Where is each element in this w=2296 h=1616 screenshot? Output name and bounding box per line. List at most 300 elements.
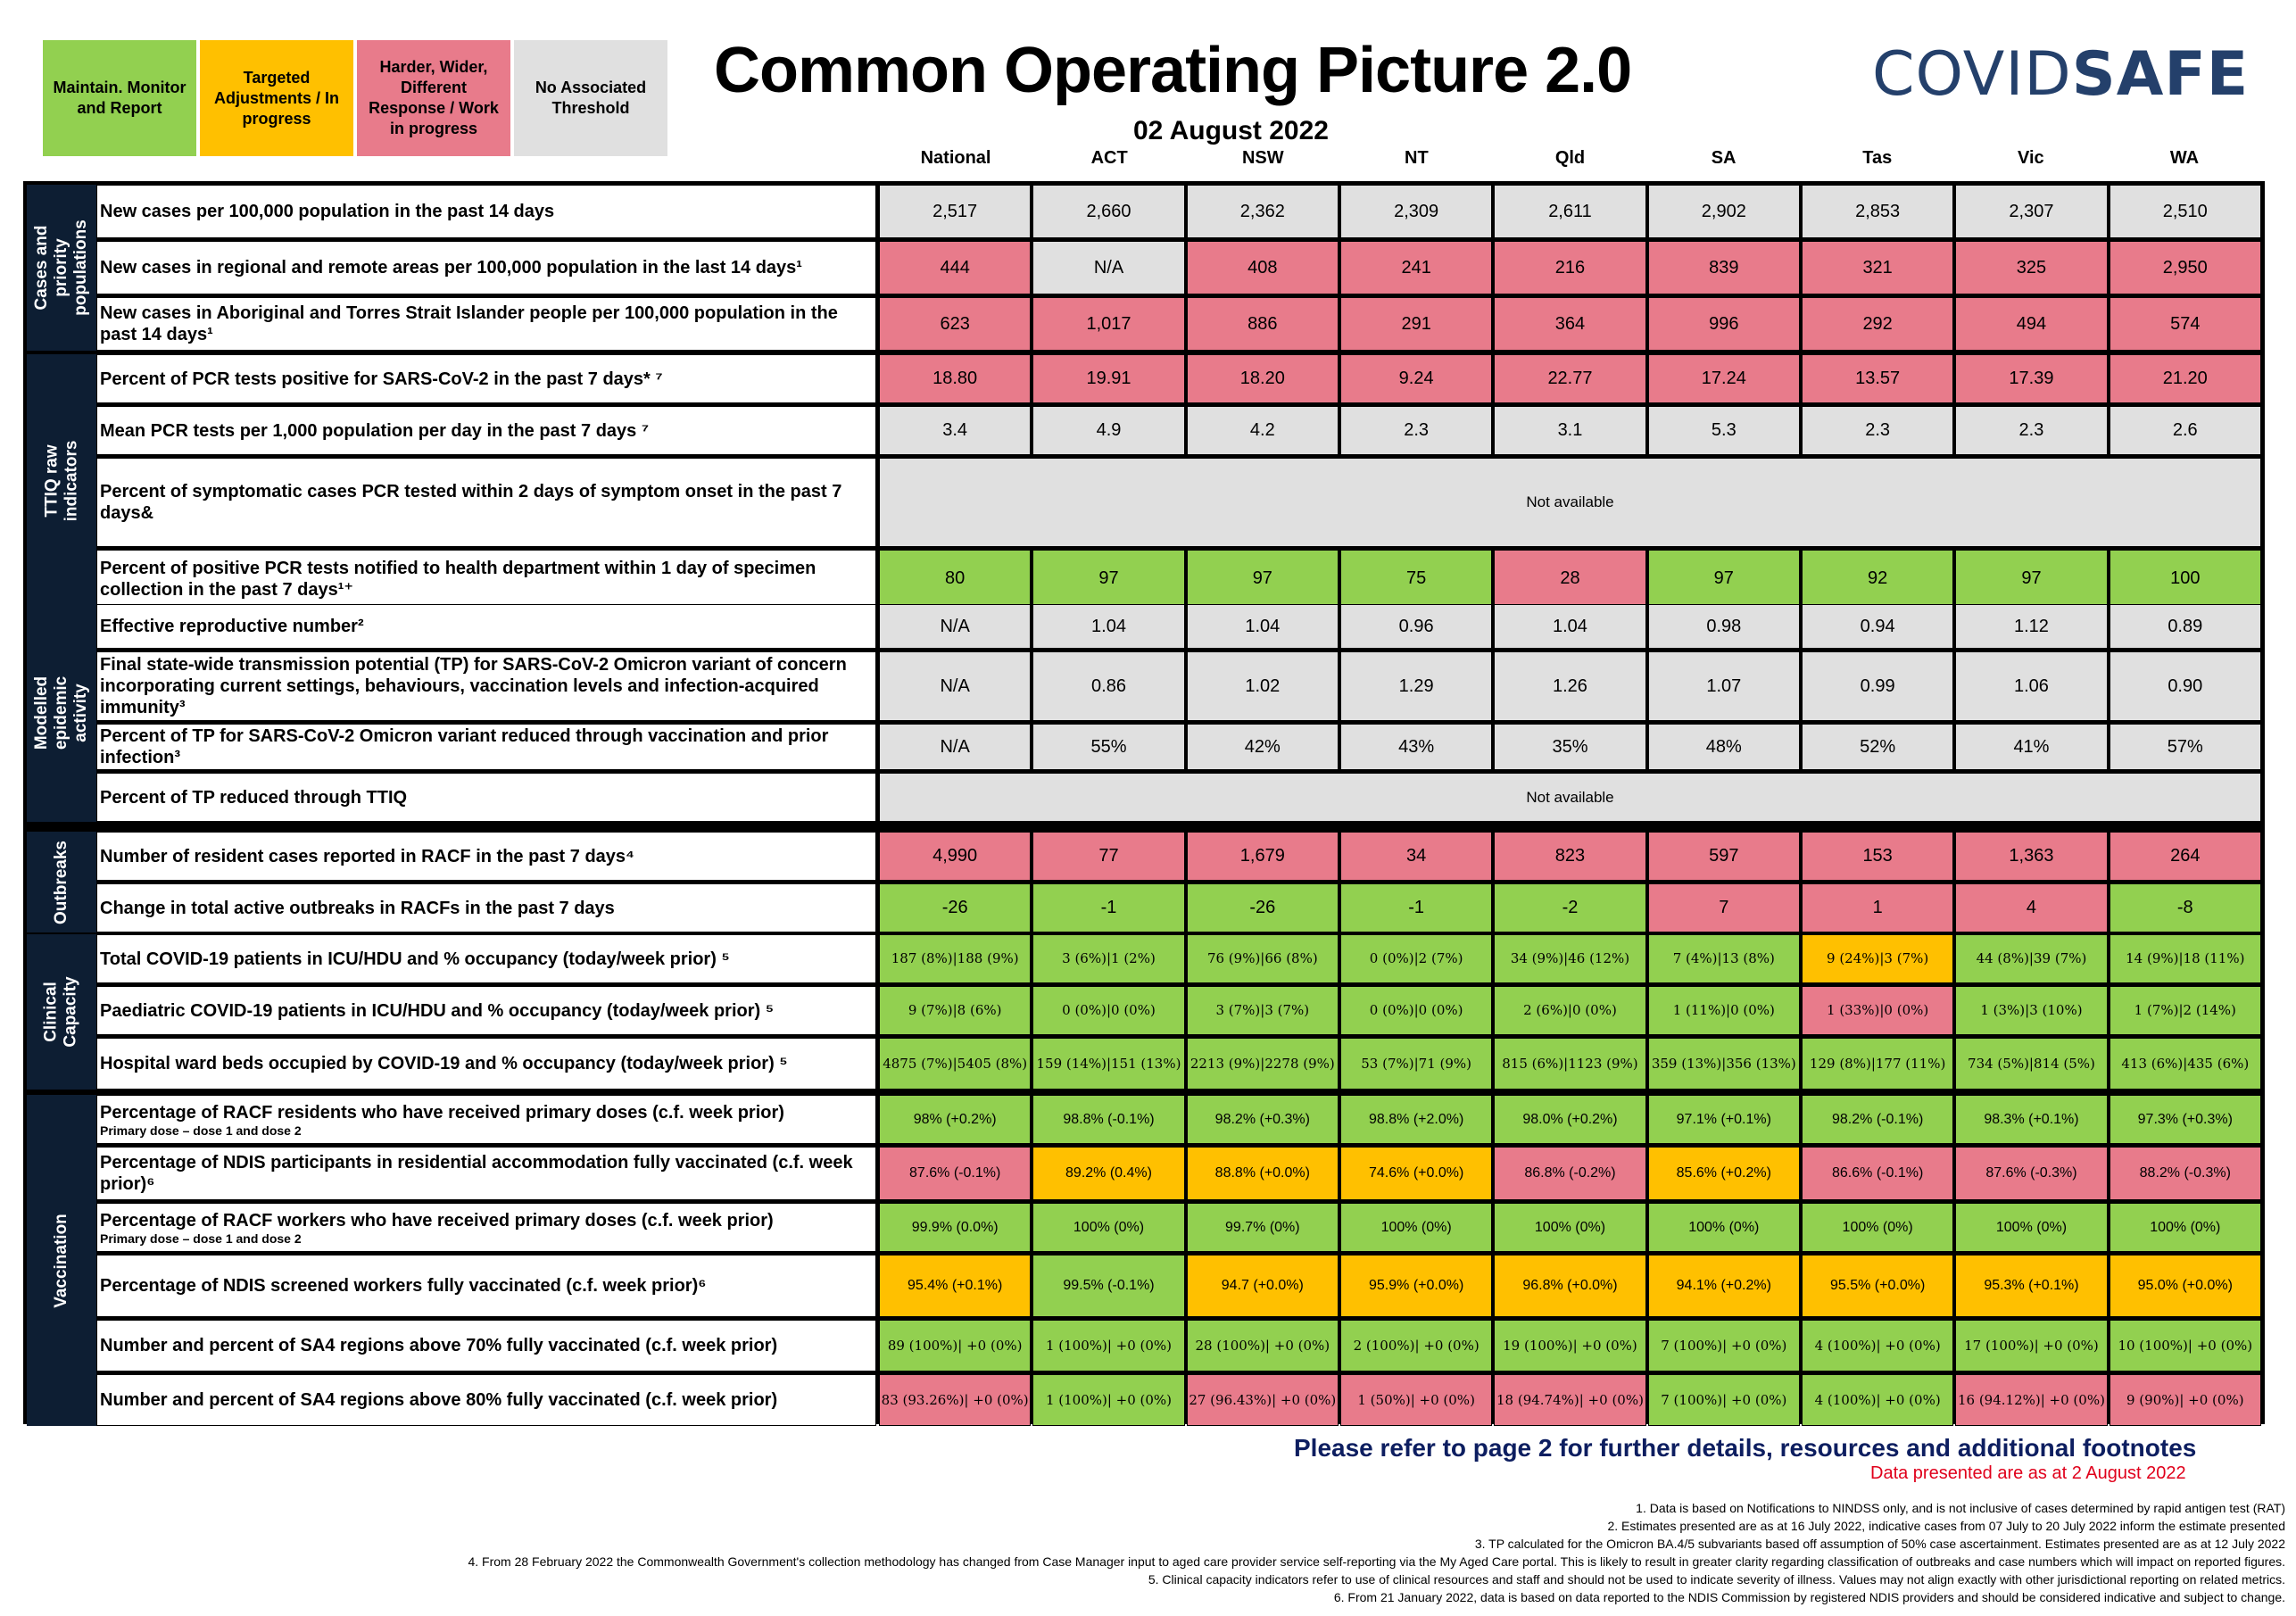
cell-sa: 7 (100%)| +0 (0%) [1648, 1320, 1800, 1372]
cell-nt: 0 (0%)|2 (7%) [1340, 934, 1492, 983]
table-row [96, 241, 2261, 294]
cell-nt: 1 (50%)| +0 (0%) [1340, 1374, 1492, 1426]
cell-nsw: 3 (7%)|3 (7%) [1187, 986, 1339, 1035]
cell-vic: 95.3% (+0.1%) [1955, 1255, 2107, 1317]
cell-national: 95.4% (+0.1%) [879, 1255, 1031, 1317]
cell-sa: 597 [1648, 832, 1800, 881]
row-label [96, 651, 876, 721]
not-available-cell: Not available [879, 773, 2261, 822]
cell-vic: 1.12 [1955, 604, 2107, 649]
row-label-text: Percentage of NDIS screened workers fully vaccinated (c.f. week prior)⁶ [100, 1276, 707, 1296]
logo-part1: COVID [1872, 39, 2072, 110]
cell-sa: 7 (100%)| +0 (0%) [1648, 1374, 1800, 1426]
cell-vic: 1.06 [1955, 651, 2107, 721]
row-label-text: Total COVID-19 patients in ICU/HDU and % occupancy (today/week prior) ⁵ [100, 949, 730, 969]
cell-nt: 2.3 [1340, 406, 1492, 455]
cell-act: 99.5% (-0.1%) [1032, 1255, 1184, 1317]
legend-no-threshold: No Associated Threshold [514, 40, 667, 156]
table-row [96, 406, 2261, 455]
row-cells [879, 406, 2261, 455]
column-header-national: National [920, 148, 991, 168]
cell-national: 623 [879, 297, 1031, 351]
cell-act: 55% [1032, 724, 1184, 770]
cell-qld: 364 [1494, 297, 1645, 351]
row-label [96, 832, 876, 881]
cell-nt: 2 (100%)| +0 (0%) [1340, 1320, 1492, 1372]
cell-tas: 321 [1802, 241, 1953, 294]
table-row [96, 773, 2261, 822]
section-0 [23, 185, 2265, 351]
section-label-text: Vaccination [52, 1213, 71, 1308]
section-5 [23, 1095, 2265, 1426]
cell-act: 1,017 [1032, 297, 1184, 351]
row-label-text: Number and percent of SA4 regions above 80% fully vaccinated (c.f. week prior) [100, 1390, 778, 1410]
cell-qld: 35% [1494, 724, 1645, 770]
cell-act: 4.9 [1032, 406, 1184, 455]
row-label-text: Number of resident cases reported in RACF in the past 7 days⁴ [100, 846, 634, 866]
cell-national: 2,517 [879, 185, 1031, 238]
cell-qld: -2 [1494, 883, 1645, 932]
footnote: 6. From 21 January 2022, data is based on data reported to the NDIS Commission by registered NDIS providers and should be considered indicative and subject to change. [1333, 1590, 2285, 1604]
footnote: 4. From 28 February 2022 the Commonwealth Government's collection methodology has changed from Case Manager input to aged care provider service self-reporting via the My Aged Care portal. This is likely to result in greater clarity regarding classification of outbreaks and case numbers which will impact on reported figures. [468, 1554, 2285, 1569]
cell-wa: 10 (100%)| +0 (0%) [2110, 1320, 2261, 1372]
row-label [96, 1095, 876, 1144]
section-label [27, 832, 96, 932]
row-label-text: Percent of positive PCR tests notified to health department within 1 day of specimen collection in the past 7 days¹⁺ [100, 558, 816, 600]
row-label-text: Percent of symptomatic cases PCR tested within 2 days of symptom onset in the past 7 days& [100, 482, 842, 523]
table-row [96, 458, 2261, 547]
cell-vic: 2,307 [1955, 185, 2107, 238]
cell-nsw: 27 (96.43%)| +0 (0%) [1187, 1374, 1339, 1426]
row-label-text: Percentage of RACF workers who have received primary doses (c.f. week prior) [100, 1210, 774, 1231]
row-label [96, 1374, 876, 1426]
cell-wa: 57% [2110, 724, 2261, 770]
table-row [96, 297, 2261, 351]
row-label [96, 724, 876, 770]
row-cells [879, 1147, 2261, 1200]
cell-qld: 216 [1494, 241, 1645, 294]
cell-vic: 41% [1955, 724, 2107, 770]
table-row [96, 1203, 2261, 1252]
row-label [96, 986, 876, 1035]
cell-tas: 2,853 [1802, 185, 1953, 238]
table-row [96, 883, 2261, 932]
cell-act: 1 (100%)| +0 (0%) [1032, 1320, 1184, 1372]
cell-act: 159 (14%)|151 (13%) [1032, 1038, 1184, 1090]
row-label [96, 297, 876, 351]
cell-sa: 839 [1648, 241, 1800, 294]
cell-vic: 97 [1955, 550, 2107, 608]
section-label [27, 604, 96, 822]
cell-nt: 1.29 [1340, 651, 1492, 721]
cell-national: 87.6% (-0.1%) [879, 1147, 1031, 1200]
section-3 [23, 832, 2265, 932]
table-row [96, 1038, 2261, 1090]
section-label-text: Outbreaks [52, 840, 71, 924]
table-row [96, 832, 2261, 881]
cell-nsw: 2,362 [1187, 185, 1339, 238]
row-cells [879, 1095, 2261, 1144]
footnote: 3. TP calculated for the Omicron BA.4/5 subvariants based off assumption of 50% case ascertainment. Estimates presented are as at 12 July 2022 [1474, 1537, 2285, 1551]
cell-sa: 7 [1648, 883, 1800, 932]
cell-national: 444 [879, 241, 1031, 294]
cell-vic: 2.3 [1955, 406, 2107, 455]
cell-nsw: 2213 (9%)|2278 (9%) [1187, 1038, 1339, 1090]
row-cells [879, 550, 2261, 608]
cell-act: 0 (0%)|0 (0%) [1032, 986, 1184, 1035]
cell-nsw: 76 (9%)|66 (8%) [1187, 934, 1339, 983]
table-row [96, 724, 2261, 770]
cell-wa: 264 [2110, 832, 2261, 881]
row-label [96, 934, 876, 983]
cell-qld: 22.77 [1494, 354, 1645, 403]
row-cells [879, 604, 2261, 649]
cell-tas: 4 (100%)| +0 (0%) [1802, 1374, 1953, 1426]
row-label [96, 1320, 876, 1372]
footnote: 2. Estimates presented are as at 16 July 2022, indicative cases from 07 July to 20 July 2022 inform the estimate presented [1607, 1519, 2285, 1533]
row-cells [879, 354, 2261, 403]
row-label [96, 1203, 876, 1252]
table-row [96, 1095, 2261, 1144]
cell-wa: 95.0% (+0.0%) [2110, 1255, 2261, 1317]
cell-vic: 1 (3%)|3 (10%) [1955, 986, 2107, 1035]
cell-tas: 2.3 [1802, 406, 1953, 455]
section-2 [23, 604, 2265, 822]
cell-national: 3.4 [879, 406, 1031, 455]
cell-nsw: 886 [1187, 297, 1339, 351]
cell-sa: 0.98 [1648, 604, 1800, 649]
cell-nt: 0 (0%)|0 (0%) [1340, 986, 1492, 1035]
row-label-text: Percent of TP for SARS-CoV-2 Omicron variant reduced through vaccination and prior infection³ [100, 726, 829, 767]
cell-nt: -1 [1340, 883, 1492, 932]
cell-act: 1 (100%)| +0 (0%) [1032, 1374, 1184, 1426]
cell-qld: 2 (6%)|0 (0%) [1494, 986, 1645, 1035]
cell-national: N/A [879, 604, 1031, 649]
cell-sa: 5.3 [1648, 406, 1800, 455]
cell-vic: 734 (5%)|814 (5%) [1955, 1038, 2107, 1090]
cell-tas: 153 [1802, 832, 1953, 881]
footnote: 5. Clinical capacity indicators refer to use of clinical resources and staff and should not be used to indicate severity of illness. Values may not align exactly with other jurisdictional reporting on related metrics. [1148, 1572, 2285, 1587]
row-label [96, 1255, 876, 1317]
cell-act: 2,660 [1032, 185, 1184, 238]
cell-qld: 34 (9%)|46 (12%) [1494, 934, 1645, 983]
table-row [96, 651, 2261, 721]
cell-vic: 4 [1955, 883, 2107, 932]
row-label [96, 604, 876, 649]
cell-act: -1 [1032, 883, 1184, 932]
cell-tas: 95.5% (+0.0%) [1802, 1255, 1953, 1317]
cell-wa: 0.89 [2110, 604, 2261, 649]
row-cells [879, 832, 2261, 881]
not-available-cell: Not available [879, 458, 2261, 547]
cell-wa: 21.20 [2110, 354, 2261, 403]
legend-harder: Harder, Wider, Different Response / Work in progress [357, 40, 510, 156]
cell-qld: 98.0% (+0.2%) [1494, 1095, 1645, 1144]
cell-nsw: -26 [1187, 883, 1339, 932]
cell-nt: 75 [1340, 550, 1492, 608]
row-label-subtext: Primary dose – dose 1 and dose 2 [100, 1123, 302, 1138]
cell-qld: 1.26 [1494, 651, 1645, 721]
section-label [27, 185, 96, 351]
table-row [96, 550, 2261, 608]
cell-tas: 100% (0%) [1802, 1203, 1953, 1252]
column-header-qld: Qld [1554, 148, 1586, 168]
row-cells [879, 1255, 2261, 1317]
cell-nt: 100% (0%) [1340, 1203, 1492, 1252]
row-label-text: Percentage of NDIS participants in residential accommodation fully vaccinated (c.f. week prior)⁶ [100, 1153, 853, 1194]
cell-vic: 44 (8%)|39 (7%) [1955, 934, 2107, 983]
table-row [96, 986, 2261, 1035]
cell-nt: 0.96 [1340, 604, 1492, 649]
column-header-tas: Tas [1862, 148, 1893, 168]
section-label-text: TTIQ raw indicators [42, 440, 81, 522]
cell-tas: 9 (24%)|3 (7%) [1802, 934, 1953, 983]
cell-nt: 2,309 [1340, 185, 1492, 238]
row-cells [879, 1203, 2261, 1252]
row-label [96, 458, 876, 547]
cell-sa: 2,902 [1648, 185, 1800, 238]
section-label [27, 354, 96, 608]
cell-nsw: 42% [1187, 724, 1339, 770]
row-label [96, 550, 876, 608]
row-label [96, 354, 876, 403]
cell-sa: 85.6% (+0.2%) [1648, 1147, 1800, 1200]
cell-qld: 2,611 [1494, 185, 1645, 238]
logo-part2: SAFE [2071, 39, 2250, 110]
row-label-subtext: Primary dose – dose 1 and dose 2 [100, 1231, 302, 1246]
cell-qld: 86.8% (-0.2%) [1494, 1147, 1645, 1200]
row-cells [879, 651, 2261, 721]
row-label [96, 241, 876, 294]
footer-note: Please refer to page 2 for further details, resources and additional footnotes [1294, 1434, 2197, 1462]
cell-qld: 96.8% (+0.0%) [1494, 1255, 1645, 1317]
cell-qld: 815 (6%)|1123 (9%) [1494, 1038, 1645, 1090]
row-cells [879, 1038, 2261, 1090]
row-label [96, 773, 876, 822]
row-label-text: New cases in regional and remote areas per 100,000 population in the last 14 days¹ [100, 258, 802, 278]
table-row [96, 1374, 2261, 1426]
cell-qld: 1.04 [1494, 604, 1645, 649]
section-label [27, 1095, 96, 1426]
row-cells [879, 185, 2261, 238]
cell-sa: 94.1% (+0.2%) [1648, 1255, 1800, 1317]
cell-national: 99.9% (0.0%) [879, 1203, 1031, 1252]
cell-national: 187 (8%)|188 (9%) [879, 934, 1031, 983]
column-header-vic: Vic [2017, 148, 2044, 168]
row-cells [879, 773, 2261, 822]
column-header-act: ACT [1090, 148, 1128, 168]
cell-national: -26 [879, 883, 1031, 932]
cell-nt: 74.6% (+0.0%) [1340, 1147, 1492, 1200]
cell-qld: 3.1 [1494, 406, 1645, 455]
cell-act: N/A [1032, 241, 1184, 294]
row-cells [879, 934, 2261, 983]
cell-wa: 413 (6%)|435 (6%) [2110, 1038, 2261, 1090]
cell-nt: 43% [1340, 724, 1492, 770]
cell-sa: 359 (13%)|356 (13%) [1648, 1038, 1800, 1090]
cell-tas: 86.6% (-0.1%) [1802, 1147, 1953, 1200]
row-label-text: New cases per 100,000 population in the past 14 days [100, 202, 555, 221]
cell-act: 1.04 [1032, 604, 1184, 649]
cell-tas: 1 [1802, 883, 1953, 932]
cell-tas: 0.94 [1802, 604, 1953, 649]
report-date: 02 August 2022 [1133, 116, 1329, 145]
row-cells [879, 241, 2261, 294]
table-row [96, 934, 2261, 983]
row-label [96, 1147, 876, 1200]
cell-nsw: 1.02 [1187, 651, 1339, 721]
cell-vic: 325 [1955, 241, 2107, 294]
row-label-text: Hospital ward beds occupied by COVID-19 and % occupancy (today/week prior) ⁵ [100, 1054, 788, 1073]
row-label-text: Final state-wide transmission potential (TP) for SARS-CoV-2 Omicron variant of concern incorporating current settings, behaviours, vaccination levels and infection-acquired immunity³ [100, 655, 847, 717]
cell-nt: 241 [1340, 241, 1492, 294]
cell-wa: 100% (0%) [2110, 1203, 2261, 1252]
page-title: Common Operating Picture 2.0 [714, 35, 1632, 106]
cell-national: 9 (7%)|8 (6%) [879, 986, 1031, 1035]
cell-national: 4,990 [879, 832, 1031, 881]
cell-nsw: 18.20 [1187, 354, 1339, 403]
cell-tas: 52% [1802, 724, 1953, 770]
cell-nt: 291 [1340, 297, 1492, 351]
table-row [96, 354, 2261, 403]
cell-act: 19.91 [1032, 354, 1184, 403]
row-cells [879, 1320, 2261, 1372]
cell-wa: 2.6 [2110, 406, 2261, 455]
row-label [96, 406, 876, 455]
row-cells [879, 883, 2261, 932]
cell-tas: 0.99 [1802, 651, 1953, 721]
cell-nsw: 99.7% (0%) [1187, 1203, 1339, 1252]
cell-act: 89.2% (0.4%) [1032, 1147, 1184, 1200]
cell-vic: 98.3% (+0.1%) [1955, 1095, 2107, 1144]
cell-tas: 129 (8%)|177 (11%) [1802, 1038, 1953, 1090]
table-row [96, 1255, 2261, 1317]
cell-nsw: 94.7 (+0.0%) [1187, 1255, 1339, 1317]
cell-sa: 1.07 [1648, 651, 1800, 721]
row-label [96, 185, 876, 238]
cell-national: 98% (+0.2%) [879, 1095, 1031, 1144]
section-label-text: Cases and priority populations [32, 220, 90, 316]
cell-qld: 100% (0%) [1494, 1203, 1645, 1252]
cell-nsw: 1.04 [1187, 604, 1339, 649]
cell-act: 98.8% (-0.1%) [1032, 1095, 1184, 1144]
cell-qld: 19 (100%)| +0 (0%) [1494, 1320, 1645, 1372]
section-label-text: Modelled epidemic activity [32, 675, 91, 750]
cell-wa: 0.90 [2110, 651, 2261, 721]
cell-wa: 100 [2110, 550, 2261, 608]
cell-nsw: 408 [1187, 241, 1339, 294]
cell-nt: 95.9% (+0.0%) [1340, 1255, 1492, 1317]
cell-national: 4875 (7%)|5405 (8%) [879, 1038, 1031, 1090]
row-cells [879, 724, 2261, 770]
cell-wa: 2,950 [2110, 241, 2261, 294]
cell-nt: 98.8% (+2.0%) [1340, 1095, 1492, 1144]
cell-nsw: 97 [1187, 550, 1339, 608]
cell-wa: 2,510 [2110, 185, 2261, 238]
cell-nsw: 4.2 [1187, 406, 1339, 455]
cell-sa: 17.24 [1648, 354, 1800, 403]
row-label-text: Number and percent of SA4 regions above 70% fully vaccinated (c.f. week prior) [100, 1336, 778, 1355]
cell-sa: 97.1% (+0.1%) [1648, 1095, 1800, 1144]
cell-national: 80 [879, 550, 1031, 608]
cell-tas: 98.2% (-0.1%) [1802, 1095, 1953, 1144]
cell-vic: 494 [1955, 297, 2107, 351]
cell-sa: 7 (4%)|13 (8%) [1648, 934, 1800, 983]
cell-nsw: 1,679 [1187, 832, 1339, 881]
footnotes [54, 1499, 2285, 1606]
row-cells [879, 1374, 2261, 1426]
cell-wa: 9 (90%)| +0 (0%) [2110, 1374, 2261, 1426]
section-1 [23, 354, 2265, 608]
cell-national: N/A [879, 651, 1031, 721]
cell-wa: -8 [2110, 883, 2261, 932]
cell-qld: 28 [1494, 550, 1645, 608]
cell-tas: 292 [1802, 297, 1953, 351]
column-header-nsw: NSW [1241, 148, 1284, 168]
cell-sa: 1 (11%)|0 (0%) [1648, 986, 1800, 1035]
cell-act: 0.86 [1032, 651, 1184, 721]
cell-tas: 1 (33%)|0 (0%) [1802, 986, 1953, 1035]
cell-vic: 1,363 [1955, 832, 2107, 881]
row-cells [879, 986, 2261, 1035]
footnote: 1. Data is based on Notifications to NINDSS only, and is not inclusive of cases determined by rapid antigen test (RAT) [1636, 1501, 2285, 1515]
row-label-text: Percent of TP reduced through TTIQ [100, 787, 408, 808]
row-label-text: Effective reproductive number² [100, 617, 364, 636]
cell-act: 3 (6%)|1 (2%) [1032, 934, 1184, 983]
cell-wa: 88.2% (-0.3%) [2110, 1147, 2261, 1200]
row-label-text: Percent of PCR tests positive for SARS-CoV-2 in the past 7 days* ⁷ [100, 369, 663, 389]
cell-nsw: 28 (100%)| +0 (0%) [1187, 1320, 1339, 1372]
cell-national: N/A [879, 724, 1031, 770]
table-row [96, 1147, 2261, 1200]
row-label [96, 1038, 876, 1090]
column-header-sa: SA [1711, 148, 1737, 168]
indicator-table [23, 181, 2265, 1424]
section-label-text: Clinical Capacity [42, 976, 81, 1048]
cell-sa: 97 [1648, 550, 1800, 608]
row-label-text: Paediatric COVID-19 patients in ICU/HDU and % occupancy (today/week prior) ⁵ [100, 1000, 775, 1021]
column-header-nt: NT [1405, 148, 1429, 168]
cell-sa: 996 [1648, 297, 1800, 351]
legend [43, 40, 667, 156]
cell-tas: 4 (100%)| +0 (0%) [1802, 1320, 1953, 1372]
cell-national: 18.80 [879, 354, 1031, 403]
cell-sa: 48% [1648, 724, 1800, 770]
cell-sa: 100% (0%) [1648, 1203, 1800, 1252]
row-label-text: Mean PCR tests per 1,000 population per day in the past 7 days ⁷ [100, 420, 650, 441]
table-row [96, 604, 2261, 649]
cell-wa: 14 (9%)|18 (11%) [2110, 934, 2261, 983]
cell-vic: 17.39 [1955, 354, 2107, 403]
covidsafe-logo [1872, 39, 2249, 110]
column-header-wa: WA [2169, 148, 2200, 168]
cell-wa: 1 (7%)|2 (14%) [2110, 986, 2261, 1035]
cell-tas: 13.57 [1802, 354, 1953, 403]
data-date-note: Data presented are as at 2 August 2022 [1870, 1463, 2186, 1483]
cell-tas: 92 [1802, 550, 1953, 608]
cell-nt: 53 (7%)|71 (9%) [1340, 1038, 1492, 1090]
cell-act: 97 [1032, 550, 1184, 608]
legend-targeted: Targeted Adjustments / In progress [200, 40, 353, 156]
cell-nt: 34 [1340, 832, 1492, 881]
cell-qld: 18 (94.74%)| +0 (0%) [1494, 1374, 1645, 1426]
row-label [96, 883, 876, 932]
cell-act: 77 [1032, 832, 1184, 881]
section-label [27, 934, 96, 1090]
row-cells [879, 297, 2261, 351]
cell-qld: 823 [1494, 832, 1645, 881]
legend-maintain: Maintain. Monitor and Report [43, 40, 196, 156]
